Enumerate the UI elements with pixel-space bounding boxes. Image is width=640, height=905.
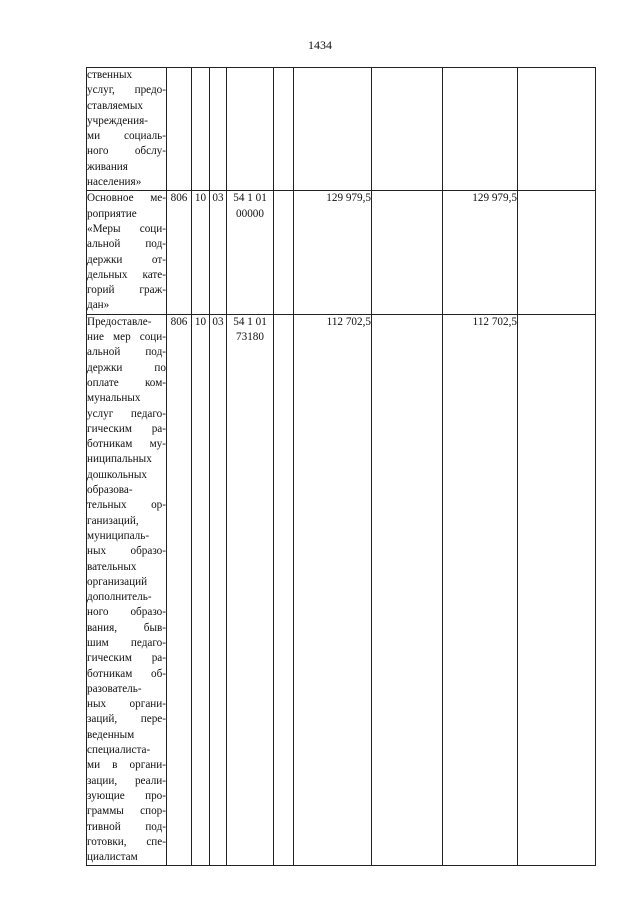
target-article-cell: [227, 191, 274, 314]
row-name-cell: [87, 314, 167, 866]
subsection-code-cell: [210, 68, 227, 191]
subsection-code-cell: 03: [210, 314, 227, 866]
row-name-line: живания: [87, 160, 128, 173]
row-name-line: Предоставле-: [87, 315, 152, 328]
row-name-line: зующие про-: [87, 789, 166, 802]
amount-other-cell: [518, 68, 596, 191]
amount-other-cell: [518, 314, 596, 866]
row-name-line: ние мер соци-: [87, 331, 166, 344]
budget-table: [86, 67, 596, 866]
row-name-line: ганизаций,: [87, 514, 139, 527]
ministry-code-cell: 806: [167, 314, 192, 866]
row-name-line: готовки, спе-: [87, 835, 166, 848]
row-name-line: шим педаго-: [87, 636, 166, 649]
row-name-line: дополнитель-: [87, 591, 152, 604]
row-name-line: ниципальных: [87, 453, 152, 466]
row-name-line: ми социаль-: [87, 130, 166, 143]
subsection-code-cell: 03: [210, 191, 227, 314]
amount-total-cell: [443, 68, 518, 191]
target-article-cell: [227, 68, 274, 191]
row-name-line: ботникам об-: [87, 667, 166, 680]
ministry-code-cell: 806: [167, 191, 192, 314]
row-name-line: дошкольных: [87, 468, 147, 481]
row-name-line: заций, пере-: [87, 713, 166, 726]
row-name-line: оплате ком-: [87, 376, 166, 389]
target-article-cell: [227, 314, 274, 866]
row-name-line: услуг педаго-: [87, 407, 166, 420]
amount-cell: 112 702,5: [294, 314, 372, 866]
amount-other-cell: [518, 191, 596, 314]
target-article-line: 00000: [236, 207, 264, 220]
row-name-line: зации, реали-: [87, 774, 166, 787]
row-name-line: специалиста-: [87, 744, 151, 757]
row-name-line: тельных ор-: [87, 499, 166, 512]
row-name-line: гическим ра-: [87, 422, 166, 435]
row-name-line: ственных: [87, 69, 133, 81]
row-name-line: образова-: [87, 484, 133, 497]
row-name-line: держки по: [87, 361, 166, 374]
amount-total-cell: 112 702,5: [443, 314, 518, 866]
row-name-line: веденным: [87, 728, 135, 741]
amount-cell: [294, 68, 372, 191]
row-name-line: ных органи-: [87, 698, 166, 711]
expense-type-cell: [274, 191, 294, 314]
row-name-line: организаций: [87, 575, 148, 588]
amount-total-cell: 129 979,5: [443, 191, 518, 314]
section-code-cell: 10: [192, 191, 210, 314]
ministry-code-cell: [167, 68, 192, 191]
row-name-line: «Меры соци-: [87, 222, 166, 235]
row-name-line: населения»: [87, 176, 142, 189]
row-name-line: альной под-: [87, 346, 166, 359]
row-name-line: ми в органи-: [87, 759, 166, 772]
target-article-line: 54 1 01: [233, 315, 267, 328]
section-code-cell: 10: [192, 314, 210, 866]
section-code-cell: [192, 68, 210, 191]
row-name-line: циалистам: [87, 851, 138, 864]
row-name-line: альной под-: [87, 238, 166, 251]
row-name-line: Основное ме-: [87, 192, 166, 205]
row-name-line: вательных: [87, 560, 137, 573]
table-row: [87, 314, 596, 866]
row-name-line: дельных кате-: [87, 268, 166, 281]
table-row: [87, 68, 596, 191]
amount-federal-cell: [372, 314, 443, 866]
row-name-cell: [87, 191, 167, 314]
row-name-line: муниципаль-: [87, 529, 150, 542]
row-name-line: разователь-: [87, 682, 142, 695]
amount-federal-cell: [372, 191, 443, 314]
row-name-line: ставляемых: [87, 99, 143, 112]
expense-type-cell: [274, 314, 294, 866]
target-article-line: 73180: [236, 331, 264, 344]
row-name-line: ного обслу-: [87, 145, 166, 158]
row-name-line: гическим ра-: [87, 652, 166, 665]
row-name-line: учреждения-: [87, 114, 149, 127]
expense-type-cell: [274, 68, 294, 191]
row-name-line: ных образо-: [87, 545, 166, 558]
row-name-line: мунальных: [87, 392, 141, 405]
row-name-line: ного образо-: [87, 606, 166, 619]
page-number: 1434: [308, 38, 332, 52]
amount-federal-cell: [372, 68, 443, 191]
row-name-line: дан»: [87, 299, 110, 312]
row-name-line: граммы спор-: [87, 805, 166, 818]
row-name-line: роприятие: [87, 207, 137, 220]
row-name-line: горий граж-: [87, 284, 166, 297]
row-name-cell: [87, 68, 167, 191]
table-row: [87, 191, 596, 314]
row-name-line: услуг, предо-: [87, 84, 166, 97]
row-name-line: вания, быв-: [87, 621, 166, 634]
row-name-line: ботникам му-: [87, 438, 166, 451]
target-article-line: 54 1 01: [233, 192, 267, 205]
row-name-line: тивной под-: [87, 820, 166, 833]
amount-cell: 129 979,5: [294, 191, 372, 314]
row-name-line: держки от-: [87, 253, 166, 266]
